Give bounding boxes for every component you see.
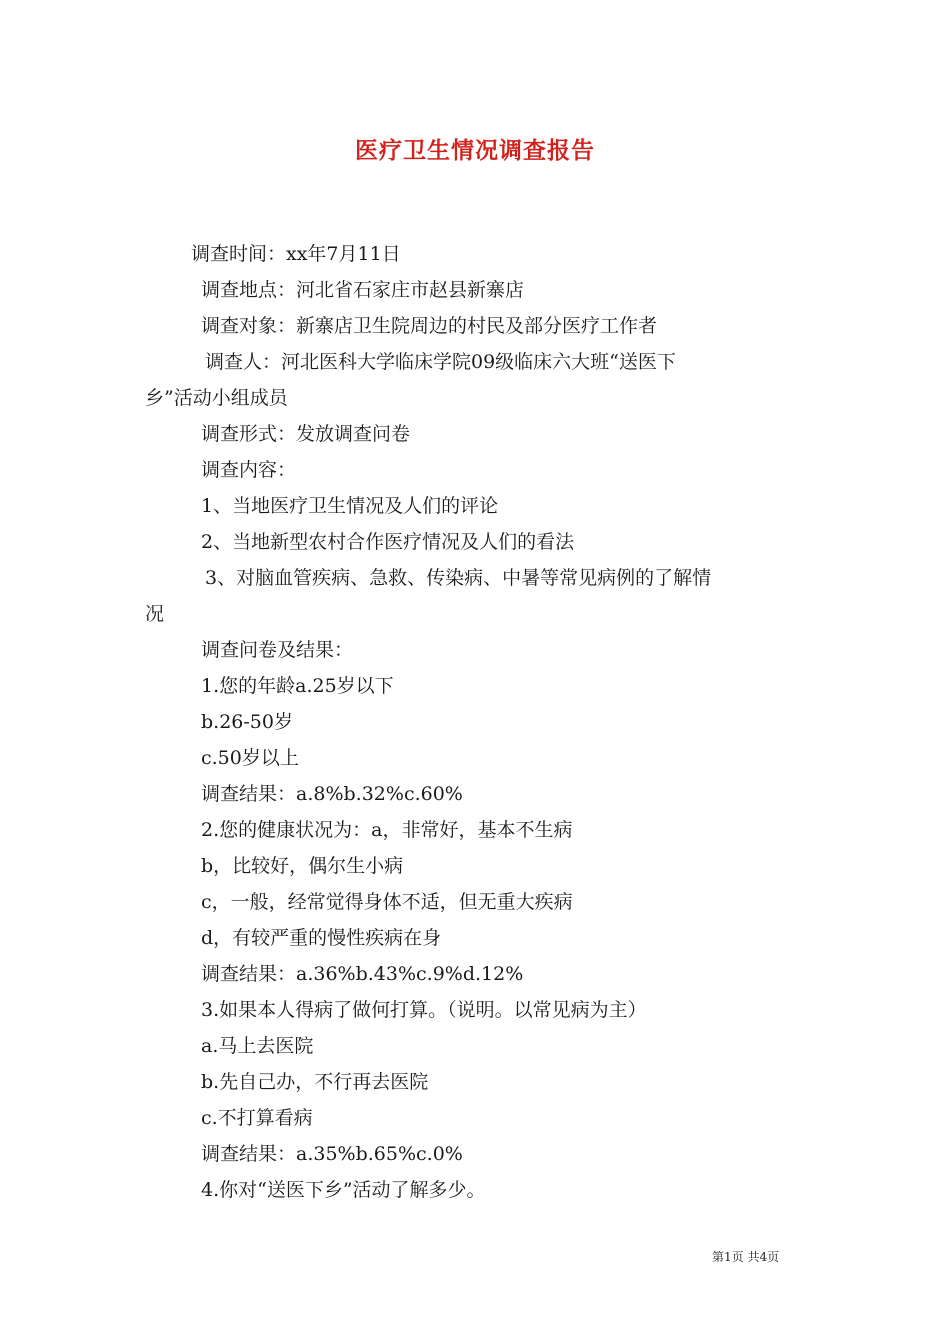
document-title: 医疗卫生情况调查报告 <box>355 137 595 164</box>
survey-time-line: 调查时间：xx年7月11日 <box>191 243 401 265</box>
question-2-option-c: c，一般，经常觉得身体不适，但无重大疾病 <box>201 891 573 913</box>
content-item-2: 2、当地新型农村合作医疗情况及人们的看法 <box>201 531 575 553</box>
question-3-option-b: b.先自己办，不行再去医院 <box>201 1071 429 1093</box>
document-body <box>145 236 817 1208</box>
question-1-option-b: b.26-50岁 <box>201 711 293 733</box>
question-2-result: 调查结果：a.36%b.43%c.9%d.12% <box>201 963 524 985</box>
question-1-option-c: c.50岁以上 <box>201 747 299 769</box>
survey-investigators-line-cont: 乡”活动小组成员 <box>145 387 288 409</box>
question-2: 2.您的健康状况为：a，非常好，基本不生病 <box>201 819 573 841</box>
content-item-1: 1、当地医疗卫生情况及人们的评论 <box>201 495 499 517</box>
content-item-3: 3、对脑血管疾病、急救、传染病、中暑等常见病例的了解情 <box>205 567 712 589</box>
survey-form-line: 调查形式：发放调查问卷 <box>201 423 411 445</box>
content-item-3-cont: 况 <box>145 603 165 625</box>
question-4: 4.你对“送医下乡”活动了解多少。 <box>201 1179 486 1201</box>
question-3-option-a: a.马上去医院 <box>201 1035 314 1057</box>
page-indicator: 第1页 共4页 <box>712 1250 780 1264</box>
survey-investigators-line: 调查人：河北医科大学临床学院09级临床六大班“送医下 <box>205 351 676 373</box>
questionnaire-heading: 调查问卷及结果： <box>201 639 354 661</box>
question-3-result: 调查结果：a.35%b.65%c.0% <box>201 1143 463 1165</box>
question-1-result: 调查结果：a.8%b.32%c.60% <box>201 783 463 805</box>
question-3: 3.如果本人得病了做何打算。（说明。以常见病为主） <box>201 999 647 1021</box>
survey-subjects-line: 调查对象：新寨店卫生院周边的村民及部分医疗工作者 <box>201 315 658 337</box>
survey-location-line: 调查地点：河北省石家庄市赵县新寨店 <box>201 279 525 301</box>
survey-content-heading: 调查内容： <box>201 459 297 481</box>
question-2-option-b: b，比较好，偶尔生小病 <box>201 855 404 877</box>
question-1: 1.您的年龄a.25岁以下 <box>201 675 394 697</box>
question-3-option-c: c.不打算看病 <box>201 1107 313 1129</box>
question-2-option-d: d，有较严重的慢性疾病在身 <box>201 927 442 949</box>
